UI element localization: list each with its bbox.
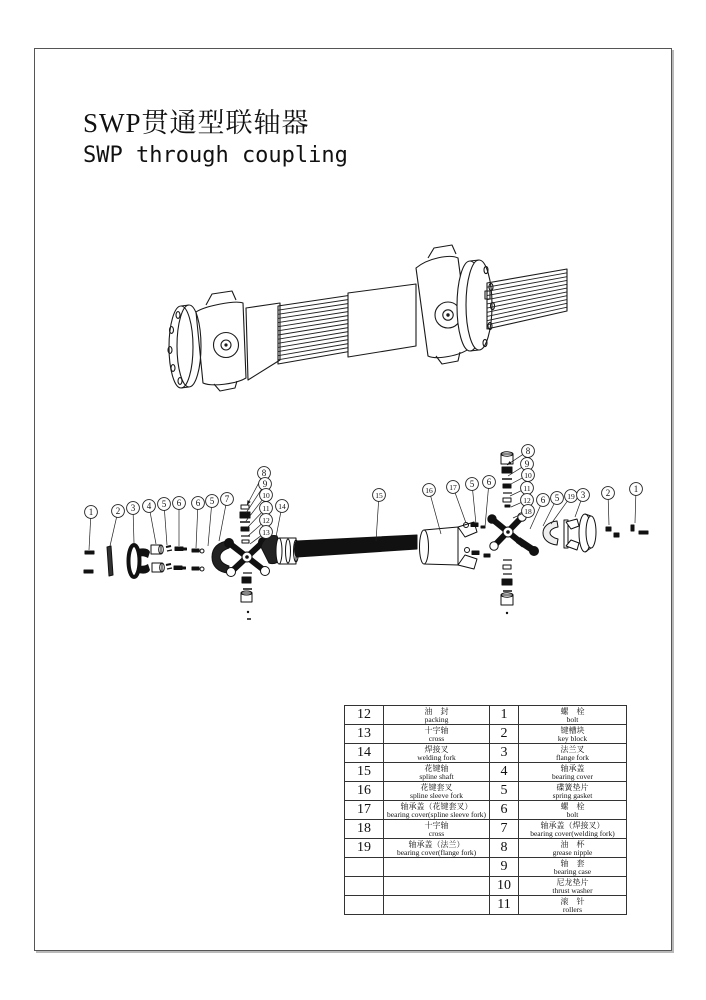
part-number-cell-right: 5 [490,782,519,801]
part-name-cell-left [384,877,490,896]
part-name-zh: 花键轴 [424,763,449,773]
table-row [345,896,627,915]
part-name-zh: 焊接叉 [424,744,449,754]
part-name-cell-right [519,896,627,915]
part-name-cell-left [384,820,490,839]
part-name-en: bearing cover [551,771,594,781]
balloon-leader-line [431,496,441,534]
part-number-cell-right: 9 [490,858,519,877]
balloon-number: 13 [262,528,270,537]
balloon-leader-line [248,524,261,536]
part-name-en: flange fork [555,752,590,762]
balloon-number: 11 [262,504,270,513]
part-name-cell-right [519,744,627,763]
part-number-cell-left: 16 [345,782,384,801]
part-name-zh: 尼龙垫片 [556,877,589,887]
part-number-cell-right: 11 [490,896,519,915]
balloon-number: 6 [486,477,492,487]
part-name-cell-right [519,725,627,744]
part-name-en: bearing cover(flange fork) [396,847,477,857]
table-row [345,858,627,877]
part-name-cell-right [519,706,627,725]
table-row [345,839,627,858]
part-name-en: bolt [566,809,579,819]
part-name-en: bearing cover(welding fork) [530,828,615,838]
balloon-number: 3 [580,490,586,500]
part-name-zh: 十字轴 [424,820,449,830]
balloon-number: 5 [469,479,475,489]
balloon-number: 19 [567,492,575,501]
part-number-cell-right: 2 [490,725,519,744]
part-name-zh: 螺 栓 [560,706,585,716]
balloon-number: 6 [540,495,546,505]
part-number-cell-left: 19 [345,839,384,858]
balloon-5 [466,478,479,524]
part-name-en: grease nipple [552,847,593,857]
balloon-number: 8 [261,468,267,478]
part-number-cell-right: 8 [490,839,519,858]
part-name-cell-left [384,763,490,782]
part-name-zh: 键槽块 [560,725,585,735]
page-title-english: SWP through coupling [83,143,348,168]
page-title-chinese: SWP贯通型联轴器 [83,108,310,138]
part-name-cell-right [519,763,627,782]
balloon-number: 12 [523,496,531,505]
part-name-zh: 法兰叉 [560,744,585,754]
balloon-1 [85,506,98,550]
balloon-leader-line [635,495,636,523]
part-name-cell-left [384,839,490,858]
part-name-zh: 轴承盖（法兰） [408,839,465,849]
part-name-cell-left [384,725,490,744]
part-number-cell-left: 17 [345,801,384,820]
part-number-cell-left [345,877,384,896]
balloon-leader-line [511,503,521,507]
balloon-leader-line [133,514,134,543]
table-row [345,763,627,782]
part-name-zh: 碟簧垫片 [556,782,589,792]
balloon-number: 12 [262,516,270,525]
balloon-14 [276,500,289,537]
part-name-en: cross [428,733,445,743]
part-number-cell-right: 10 [490,877,519,896]
balloon-number: 14 [278,502,286,511]
balloon-leader-line [473,490,476,524]
balloon-leader-line [196,509,198,548]
table-row [345,801,627,820]
balloon-number: 6 [176,498,182,508]
part-number-cell-left: 13 [345,725,384,744]
balloon-leader-line [208,507,211,546]
balloon-1 [630,483,643,523]
part-name-cell-right [519,877,627,896]
part-number-cell-left [345,896,384,915]
balloon-number: 18 [524,507,532,516]
part-name-zh: 十字轴 [424,725,449,735]
balloon-number: 15 [375,491,383,500]
balloon-2 [110,505,124,546]
part-name-zh: 轴承盖（花键套叉） [400,801,473,811]
balloon-6 [173,497,186,546]
exploded-parts-diagram [84,452,648,619]
part-name-cell-right [519,839,627,858]
part-number-cell-left: 18 [345,820,384,839]
table-row [345,706,627,725]
balloon-number: 7 [224,494,230,504]
part-name-en: bearing case [553,866,592,876]
balloon-17 [447,481,466,523]
balloon-number: 8 [525,446,531,456]
part-number-cell-left [345,858,384,877]
balloon-leader-line [89,518,91,550]
balloon-number: 4 [146,501,152,511]
balloon-number: 3 [130,503,136,513]
balloon-number: 6 [195,498,201,508]
assembled-coupling-drawing [168,245,567,391]
parts-list-table [344,705,627,915]
balloon-7 [219,493,233,541]
balloon-15 [373,489,386,541]
part-name-zh: 油 封 [424,706,449,716]
balloon-leader-line [110,517,117,546]
balloon-2 [602,487,615,525]
balloon-5 [206,495,219,546]
table-row [345,725,627,744]
part-name-en: rollers [562,904,583,914]
part-name-zh: 轴承盖（焊接叉） [540,820,605,830]
table-row [345,820,627,839]
part-name-en: spline sleeve fork [410,790,463,800]
balloon-3 [575,489,589,517]
table-row [345,782,627,801]
part-name-cell-right [519,801,627,820]
part-name-en: spline shaft [419,771,454,781]
balloon-number: 10 [262,491,270,500]
balloon-leader-line [575,501,581,517]
part-number-balloons [85,445,643,550]
balloon-number: 5 [554,493,560,503]
part-name-zh: 滚 针 [560,896,585,906]
balloon-number: 17 [449,483,457,492]
balloon-number: 5 [161,499,167,509]
part-number-cell-right: 1 [490,706,519,725]
part-name-cell-left [384,782,490,801]
balloon-leader-line [608,499,609,525]
leader-arrowhead [247,500,251,505]
part-name-en: packing [424,714,449,724]
part-name-zh: 花键套叉 [420,782,453,792]
balloon-leader-line [276,512,281,537]
balloon-4 [143,500,156,544]
balloon-3 [127,502,140,543]
part-name-en: cross [428,828,445,838]
part-number-cell-right: 7 [490,820,519,839]
part-name-en: bearing cover(spline sleeve fork) [387,809,486,819]
part-name-zh: 轴承盖 [560,763,585,773]
part-number-cell-right: 6 [490,801,519,820]
part-number-cell-left: 15 [345,763,384,782]
balloon-number: 16 [425,486,433,495]
balloon-number: 1 [88,507,94,517]
balloon-leader-line [455,493,466,523]
part-name-zh: 螺 栓 [560,801,585,811]
part-number-cell-left: 12 [345,706,384,725]
part-number-cell-right: 4 [490,763,519,782]
balloon-16 [423,484,441,534]
balloon-18 [513,505,534,518]
balloon-leader-line [219,505,226,541]
balloon-number: 5 [209,496,215,506]
part-number-cell-right: 3 [490,744,519,763]
part-name-en: bolt [566,714,579,724]
part-name-cell-left [384,896,490,915]
part-name-cell-right [519,858,627,877]
balloon-5 [158,498,171,545]
balloon-leader-line [164,510,167,545]
balloon-number: 9 [524,459,530,469]
part-name-cell-right [519,820,627,839]
part-name-zh: 轴 套 [560,858,585,868]
balloon-number: 9 [262,479,268,489]
part-name-cell-right [519,782,627,801]
part-name-en: thrust washer [552,885,593,895]
balloon-6 [192,497,205,548]
part-name-cell-left [384,801,490,820]
balloon-leader-line [150,512,156,544]
table-row [345,877,627,896]
balloon-number: 10 [524,471,532,480]
part-name-cell-left [384,744,490,763]
table-row [345,744,627,763]
part-name-en: spring gasket [552,790,593,800]
part-name-zh: 油 杯 [560,839,585,849]
part-name-en: key block [557,733,588,743]
balloon-number: 1 [633,484,639,494]
balloon-leader-line [376,501,379,541]
balloon-number: 2 [115,506,121,516]
balloon-number: 11 [523,484,531,493]
part-name-en: welding fork [417,752,456,762]
part-name-cell-left [384,706,490,725]
part-name-cell-left [384,858,490,877]
part-number-cell-left: 14 [345,744,384,763]
balloon-number: 2 [605,488,611,498]
